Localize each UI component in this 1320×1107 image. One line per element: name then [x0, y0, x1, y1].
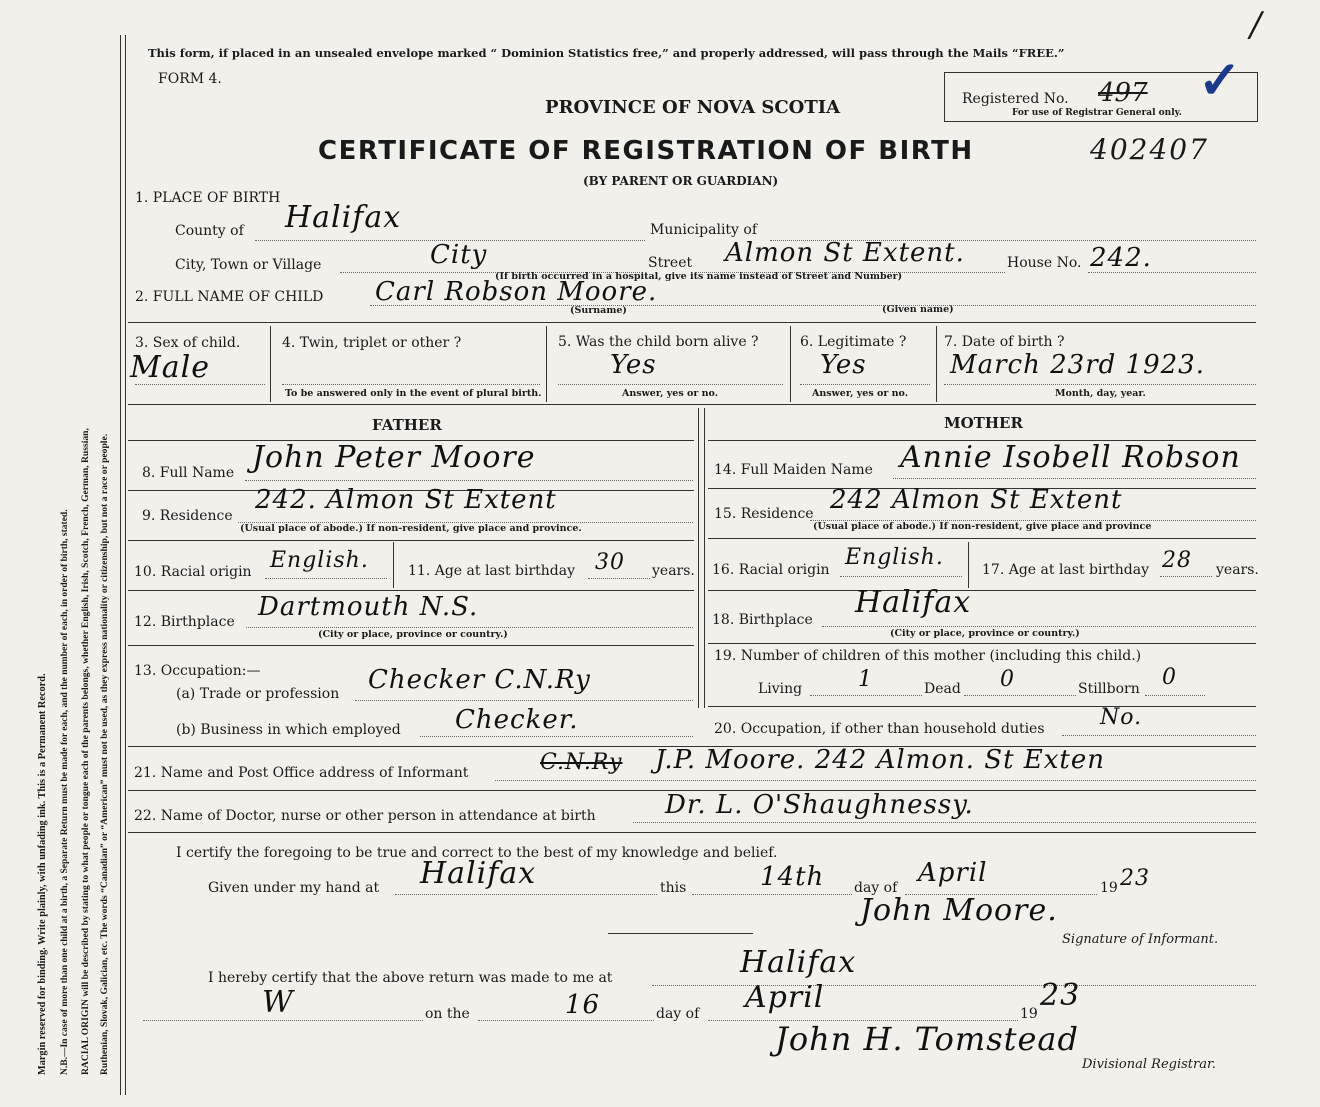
day-of-label: day of: [854, 880, 898, 896]
father-birth-value: Dartmouth N.S.: [258, 592, 479, 622]
city-label: City, Town or Village: [175, 257, 322, 273]
row-divider: [128, 832, 1256, 833]
mother-header: MOTHER: [944, 414, 1023, 432]
dob-label: 7. Date of birth ?: [944, 334, 1065, 350]
row-divider: [128, 404, 1256, 405]
check-mark-icon: ✓: [1198, 50, 1242, 111]
mother-birth-note: (City or place, province or country.): [890, 628, 1080, 639]
mother-occ-label: 20. Occupation, if other than household duties: [714, 721, 1045, 737]
registered-label: Registered No.: [962, 91, 1069, 107]
trade-line: [355, 700, 693, 701]
father-header: FATHER: [372, 416, 442, 434]
alive-note: Answer, yes or no.: [622, 388, 719, 399]
place-of-birth-label: 1. PLACE OF BIRTH: [135, 190, 281, 206]
mother-birth-value: Halifax: [855, 585, 972, 620]
mother-occ-line: [1062, 735, 1256, 736]
day-value: 14th: [760, 862, 825, 892]
margin-note-3: RACIAL ORIGIN will be described by stating to what people or tongue each of the parents belongs, whether English, Irish, Scotch, French, German, Russian,: [80, 428, 91, 1075]
father-age-label: 11. Age at last birthday: [408, 563, 576, 579]
margin-note-1: Margin reserved for binding. Write plainly, with unfading ink. This is a Permanent Record.: [37, 673, 48, 1075]
father-race-line: [265, 578, 387, 579]
mother-age-label: 17. Age at last birthday: [982, 562, 1150, 578]
month-value: April: [918, 858, 988, 888]
row-divider: [128, 590, 694, 591]
living-label: Living: [758, 681, 803, 697]
legit-value: Yes: [820, 350, 867, 380]
father-birth-note: (City or place, province or country.): [318, 629, 508, 640]
col-divider: [546, 326, 547, 402]
alive-line: [558, 384, 783, 385]
alive-value: Yes: [610, 350, 657, 380]
dob-line: [944, 384, 1256, 385]
surname-note: (Surname): [570, 305, 627, 316]
given-label: Given under my hand at: [208, 880, 380, 896]
legit-line: [800, 384, 930, 385]
father-years-label: years.: [652, 563, 695, 579]
dob-value: March 23rd 1923.: [950, 350, 1205, 380]
child-name-value: Carl Robson Moore.: [375, 277, 658, 307]
row-divider: [708, 643, 1256, 644]
center-divider-2: [704, 408, 705, 708]
father-race-label: 10. Racial origin: [134, 564, 252, 580]
father-age-value: 30: [595, 550, 625, 575]
top-notice: This form, if placed in an unsealed envelope marked “ Dominion Statistics free,” and properly addressed, will pass through the Mails “FREE.”: [148, 46, 1065, 60]
registrar-year-prefix: 19: [1020, 1006, 1038, 1022]
given-place-line: [395, 894, 657, 895]
mother-race-line: [840, 576, 962, 577]
business-line: [420, 736, 693, 737]
mother-race-value: English.: [845, 545, 944, 570]
father-res-note: (Usual place of abode.) If non-resident, give place and province.: [240, 523, 582, 534]
mother-res-value: 242 Almon St Extent: [830, 485, 1123, 515]
year-value: 23: [1120, 866, 1150, 891]
mother-name-line: [893, 478, 1256, 479]
sex-label: 3. Sex of child.: [135, 335, 241, 351]
sex-value: Male: [130, 350, 210, 385]
dead-label: Dead: [924, 681, 961, 697]
twin-note: To be answered only in the event of plural birth.: [285, 388, 542, 399]
living-value: 1: [858, 667, 873, 692]
father-birth-line: [246, 627, 693, 628]
informant-signature: John Moore.: [860, 893, 1058, 928]
informant-line: [495, 780, 1256, 781]
father-res-label: 9. Residence: [142, 508, 233, 524]
mother-race-label: 16. Racial origin: [712, 562, 830, 578]
doctor-label: 22. Name of Doctor, nurse or other person in attendance at birth: [134, 808, 596, 824]
living-line: [810, 695, 922, 696]
given-place-value: Halifax: [420, 856, 537, 891]
registrar-day-of-label: day of: [656, 1006, 700, 1022]
stillborn-line: [1145, 695, 1205, 696]
business-label: (b) Business in which employed: [176, 722, 401, 738]
form-number: FORM 4.: [158, 71, 222, 87]
street-value: Almon St Extent.: [725, 238, 965, 268]
county-label: County of: [175, 223, 244, 239]
father-birth-label: 12. Birthplace: [134, 614, 235, 630]
child-name-label: 2. FULL NAME OF CHILD: [135, 289, 324, 305]
page-subtitle: (BY PARENT OR GUARDIAN): [583, 174, 779, 188]
mother-res-note: (Usual place of abode.) If non-resident, give place and province: [813, 521, 1152, 532]
registrar-place-line: [652, 985, 1256, 986]
certify-text: I certify the foregoing to be true and correct to the best of my knowledge and belief.: [176, 845, 778, 861]
registered-value: 497: [1098, 78, 1148, 108]
mother-birth-label: 18. Birthplace: [712, 612, 813, 628]
father-age-line: [588, 578, 650, 579]
children-label: 19. Number of children of this mother (including this child.): [714, 648, 1142, 664]
registrar-day-value: 16: [565, 990, 601, 1020]
father-name-label: 8. Full Name: [142, 465, 235, 481]
row-divider: [128, 322, 1256, 323]
informant-value: J.P. Moore. 242 Almon. St Exten: [655, 745, 1106, 775]
corner-mark: /: [1250, 5, 1262, 45]
registrar-day-line: [478, 1020, 654, 1021]
trade-label: (a) Trade or profession: [176, 686, 340, 702]
mother-birth-line: [822, 626, 1256, 627]
father-res-value: 242. Almon St Extent: [255, 485, 557, 515]
row-divider: [708, 538, 1256, 539]
informant-label: 21. Name and Post Office address of Informant: [134, 765, 469, 781]
registrar-initials: W: [262, 985, 294, 1020]
trade-value: Checker C.N.Ry: [368, 665, 591, 695]
registrar-month-value: April: [745, 980, 825, 1015]
father-name-value: John Peter Moore: [252, 440, 536, 475]
registered-note: For use of Registrar General only.: [1012, 108, 1182, 118]
this-label: this: [660, 880, 687, 896]
margin-note-2: N.B.—In case of more than one child at a birth, a Separate Return must be made for each, and the number of each, in order of birth, stated.: [60, 509, 70, 1075]
mother-occ-value: No.: [1100, 705, 1143, 730]
page-title: CERTIFICATE OF REGISTRATION OF BIRTH: [318, 136, 974, 166]
given-note: (Given name): [882, 304, 954, 315]
father-race-value: English.: [270, 548, 369, 573]
city-value: City: [430, 240, 488, 270]
row-divider: [128, 540, 694, 541]
business-value: Checker.: [455, 705, 579, 735]
legit-label: 6. Legitimate ?: [800, 334, 907, 350]
mother-years-label: years.: [1216, 562, 1259, 578]
col-divider: [936, 326, 937, 402]
dead-value: 0: [1000, 667, 1015, 692]
registrar-year-value: 23: [1040, 978, 1081, 1013]
row-divider: [708, 706, 1256, 707]
legit-note: Answer, yes or no.: [812, 388, 909, 399]
informant-signature-label: Signature of Informant.: [1062, 932, 1219, 947]
registrar-signature: John H. Tomstead: [775, 1020, 1079, 1058]
county-value: Halifax: [285, 200, 402, 235]
municipality-label: Municipality of: [650, 222, 758, 238]
row-divider: [708, 590, 1256, 591]
col-divider: [270, 326, 271, 402]
registrar-on-label: on the: [425, 1006, 470, 1022]
alive-label: 5. Was the child born alive ?: [558, 334, 759, 350]
col-divider: [790, 326, 791, 402]
mother-name-value: Annie Isobell Robson: [900, 440, 1241, 475]
registrar-text: I hereby certify that the above return was made to me at: [208, 970, 613, 986]
center-divider: [698, 408, 699, 708]
day-line: [692, 894, 852, 895]
col-divider: [968, 542, 969, 588]
house-label: House No.: [1007, 255, 1082, 271]
twin-label: 4. Twin, triplet or other ?: [282, 335, 462, 351]
cert-number: 402407: [1090, 133, 1209, 166]
stillborn-label: Stillborn: [1078, 681, 1140, 697]
house-value: 242.: [1090, 243, 1152, 273]
mother-age-line: [1160, 576, 1212, 577]
registrar-place-value: Halifax: [740, 945, 857, 980]
father-occ-label: 13. Occupation:—: [134, 663, 261, 679]
father-name-line: [245, 480, 693, 481]
doctor-line: [633, 822, 1256, 823]
twin-line: [282, 384, 540, 385]
margin-rule-2: [125, 35, 126, 1095]
informant-struck: C.N.Ry: [540, 750, 623, 775]
signature-line: [608, 933, 753, 934]
mother-res-label: 15. Residence: [714, 506, 814, 522]
dead-line: [964, 695, 1076, 696]
doctor-value: Dr. L. O'Shaughnessy.: [665, 790, 974, 820]
dob-note: Month, day, year.: [1055, 388, 1146, 399]
row-divider: [128, 645, 694, 646]
col-divider: [393, 542, 394, 588]
margin-rule: [120, 35, 121, 1095]
margin-note-4: Ruthenian, Slovak, Galician, etc. The words “Canadian” or “American” must not be used, as they express nationality or citizenship, but not a race or people.: [99, 433, 110, 1075]
registrar-signature-label: Divisional Registrar.: [1082, 1057, 1216, 1072]
mother-name-label: 14. Full Maiden Name: [714, 462, 873, 478]
province-heading: PROVINCE OF NOVA SCOTIA: [545, 97, 841, 118]
registrar-left-line: [143, 1020, 423, 1021]
hospital-note: (If birth occurred in a hospital, give its name instead of Street and Number): [495, 271, 903, 282]
mother-age-value: 28: [1162, 548, 1192, 573]
street-label: Street: [648, 255, 693, 271]
stillborn-value: 0: [1162, 665, 1177, 690]
year-prefix: 19: [1100, 880, 1118, 896]
